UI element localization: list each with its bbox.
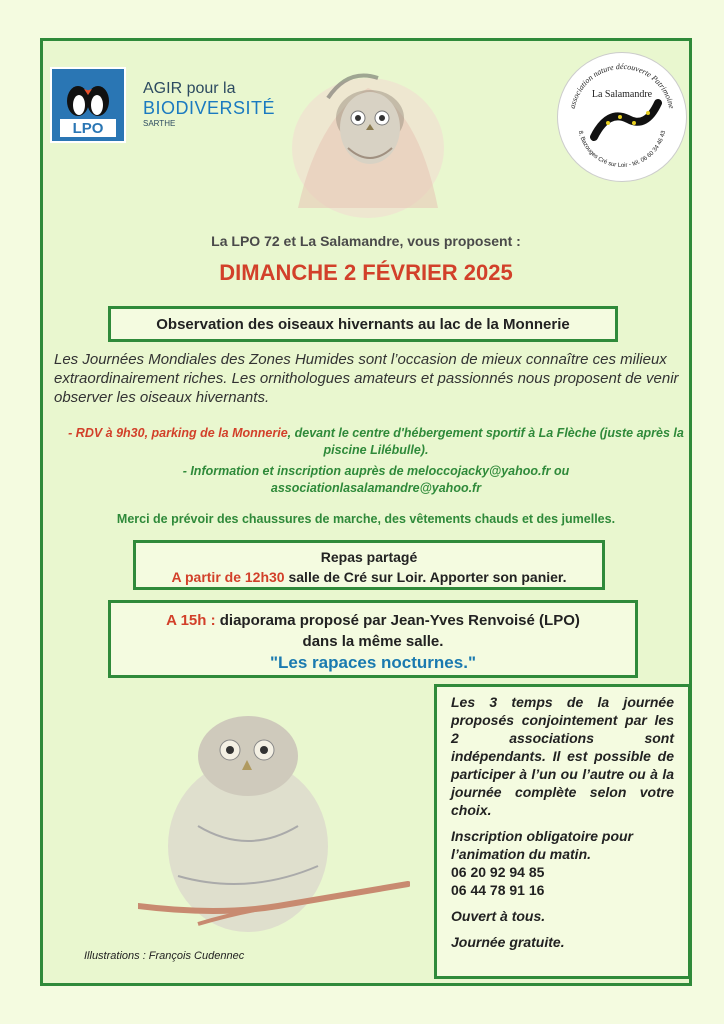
repas-time: A partir de 12h30: [171, 569, 285, 585]
event-date: DIMANCHE 2 FÉVRIER 2025: [219, 260, 513, 285]
info-paragraph-1: Les 3 temps de la journée proposés conjointement par les 2 associations sont indépendants. Il est possible de participer à l’un ou l’autre ou à la journée complète selon votre choix.: [451, 694, 674, 818]
diaporama-box: [108, 600, 638, 678]
salamandre-seal: [557, 52, 687, 182]
seal-top-text: association nature découverte Patrimoine: [567, 61, 677, 110]
repas-box: [133, 540, 605, 590]
agir-logo: [143, 80, 275, 128]
rdv-time-place: - RDV à 9h30, parking de la Monnerie: [68, 426, 288, 440]
info-paragraph-3: Ouvert à tous.: [451, 908, 546, 924]
rdv-details: , devant le centre d'hébergement sportif à La Flèche (juste après la piscine Lilébulle).: [287, 426, 684, 457]
agir-line3: SARTHE: [143, 119, 176, 128]
info-paragraph-4: Journée gratuite.: [451, 934, 565, 950]
observation-title-box: [108, 306, 618, 342]
seal-bottom-text: 8, Bazouges Cré sur Loir - tél. 06 60 34 46 43: [576, 130, 668, 170]
diapo-title: "Les rapaces nocturnes.": [269, 653, 477, 672]
contact-line1: - Information et inscription auprès de meloccojacky@yahoo.fr ou: [182, 464, 570, 478]
owl-illustration-top: [288, 58, 448, 220]
lpo-logo-text: LPO: [72, 120, 104, 137]
rdv-info: [56, 425, 696, 459]
contact-line2: associationlasalamandre@yahoo.fr: [270, 481, 482, 495]
equipment-note: Merci de prévoir des chaussures de marche, des vêtements chauds et des jumelles.: [116, 512, 616, 526]
repas-details: salle de Cré sur Loir. Apporter son panier.: [284, 569, 567, 585]
repas-title: Repas partagé: [320, 549, 418, 565]
owl-illustration-bottom: [138, 706, 410, 942]
info-paragraph-2: Inscription obligatoire pour l’animation du matin.: [451, 828, 633, 862]
illustration-credit: Illustrations : François Cudennec: [84, 950, 245, 962]
diapo-line2: dans la même salle.: [302, 633, 444, 650]
diapo-time: A 15h :: [166, 612, 216, 629]
seal-name: La Salamandre: [591, 89, 653, 100]
diapo-line1: diaporama proposé par Jean-Yves Renvoisé (LPO): [215, 612, 580, 629]
contact-info: [56, 463, 696, 497]
practical-info-box: [434, 684, 691, 979]
intro-text: La LPO 72 et La Salamandre, vous proposent :: [211, 233, 521, 249]
agir-line2: BIODIVERSITÉ: [143, 98, 276, 118]
observation-title: Observation des oiseaux hivernants au lac de la Monnerie: [156, 315, 570, 333]
agir-line1: AGIR pour la: [143, 80, 236, 97]
lpo-logo: [50, 67, 126, 143]
phone-1: 06 20 92 94 85: [451, 864, 545, 880]
phone-2: 06 44 78 91 16: [451, 882, 545, 898]
description-paragraph: Les Journées Mondiales des Zones Humides sont l’occasion de mieux connaître ces milieux extraordinairement riches. Les ornithologues amateurs et passionnés nous proposent de venir observer les oiseaux hivernants.: [54, 351, 679, 406]
